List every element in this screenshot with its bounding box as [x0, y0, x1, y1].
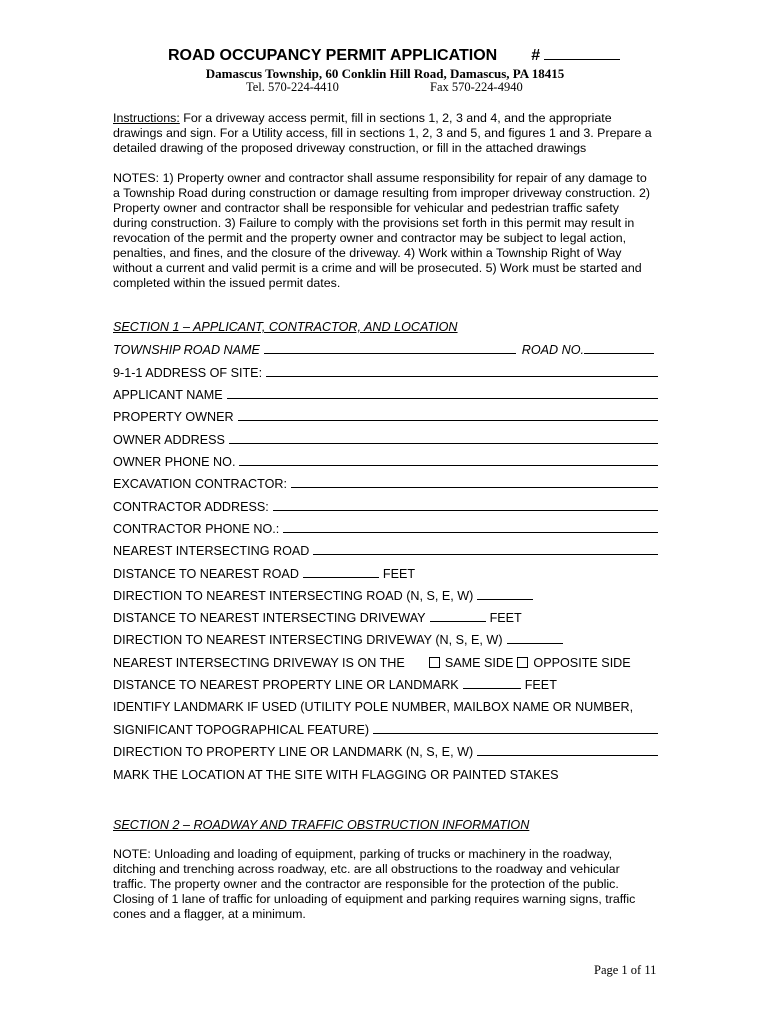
applicant-name-field[interactable]	[227, 397, 658, 399]
opposite-side-label: OPPOSITE SIDE	[533, 656, 631, 670]
nearest-intersecting-road-field[interactable]	[313, 553, 658, 555]
owner-address-field[interactable]	[229, 442, 658, 444]
distance-nearest-road-field[interactable]	[303, 576, 379, 578]
distance-property-line-field[interactable]	[463, 687, 521, 689]
direction-property-line-row	[113, 741, 658, 759]
property-owner-label: PROPERTY OWNER	[113, 410, 234, 424]
owner-address-row	[113, 429, 658, 447]
instructions	[113, 111, 653, 156]
notes: NOTES: 1) Property owner and contractor shall assume responsibility for repair of any damage to a Township Road during construction or damage resulting from improper driveway construction. 2) Property owner and contractor shall be responsible for vehicular and pedestrian traffic safety during construction. 3) Failure to comply with the provisions set forth in this permit may result in revocation of the permit and the property owner and contractor may be subject to legal action, penalties, and fines, and the closure of the driveway. 4) Work within a Township Right of Way without a current and valid permit is a crime and will be prosecuted. 5) Work must be started and completed within the issued permit dates.	[113, 171, 650, 290]
address-of-site-label: 9-1-1 ADDRESS OF SITE:	[113, 366, 263, 380]
landmark-field[interactable]	[373, 732, 658, 734]
contractor-address-row	[113, 496, 658, 514]
same-side-label: SAME SIDE	[444, 656, 514, 670]
significant-feature-row	[113, 719, 658, 737]
identify-landmark-label: IDENTIFY LANDMARK IF USED (UTILITY POLE NUMBER, MAILBOX NAME OR NUMBER,	[113, 700, 634, 714]
opposite-side-checkbox[interactable]	[517, 657, 528, 668]
direction-intersecting-road-field[interactable]	[477, 598, 533, 600]
owner-address-label: OWNER ADDRESS	[113, 433, 225, 447]
direction-intersecting-driveway-row	[113, 629, 658, 647]
owner-phone-label: OWNER PHONE NO.	[113, 455, 236, 469]
road-no-label: ROAD NO.	[521, 343, 584, 357]
address-of-site-row	[113, 362, 658, 380]
address-of-site-field[interactable]	[266, 375, 658, 377]
same-side-option[interactable]	[429, 656, 514, 670]
nearest-intersecting-road-row	[113, 540, 658, 558]
nearest-intersecting-road-label: NEAREST INTERSECTING ROAD	[113, 544, 310, 558]
applicant-name-row	[113, 384, 658, 402]
form-title-row	[168, 45, 620, 65]
instructions-label: Instructions:	[113, 111, 180, 125]
township-road-name-label: TOWNSHIP ROAD NAME	[113, 343, 260, 357]
page-number: Page 1 of 11	[594, 963, 657, 977]
distance-intersecting-driveway-field[interactable]	[430, 620, 486, 622]
direction-property-line-label: DIRECTION TO PROPERTY LINE OR LANDMARK (N, S, E, W)	[113, 745, 474, 759]
direction-intersecting-driveway-label: DIRECTION TO NEAREST INTERSECTING DRIVEWAY (N, S, E, W)	[113, 633, 503, 647]
mark-location-text: MARK THE LOCATION AT THE SITE WITH FLAGGING OR PAINTED STAKES	[113, 768, 559, 782]
section-2-heading: SECTION 2 – ROADWAY AND TRAFFIC OBSTRUCTION INFORMATION	[113, 818, 530, 832]
contractor-address-field[interactable]	[273, 509, 658, 511]
township-road-name-row	[113, 339, 658, 357]
direction-intersecting-driveway-field[interactable]	[507, 642, 563, 644]
feet-unit: FEET	[489, 611, 522, 625]
applicant-name-label: APPLICANT NAME	[113, 388, 223, 402]
identify-landmark-row	[113, 696, 658, 714]
property-owner-field[interactable]	[238, 419, 658, 421]
driveway-side-label: NEAREST INTERSECTING DRIVEWAY IS ON THE	[113, 656, 405, 670]
contractor-phone-field[interactable]	[283, 531, 658, 533]
excavation-contractor-label: EXCAVATION CONTRACTOR:	[113, 477, 287, 491]
township-address: Damascus Township, 60 Conklin Hill Road, Damascus, PA 18415	[205, 66, 565, 81]
driveway-side-row	[113, 652, 658, 670]
excavation-contractor-row	[113, 473, 658, 491]
distance-nearest-road-label: DISTANCE TO NEAREST ROAD	[113, 567, 299, 581]
contractor-phone-label: CONTRACTOR PHONE NO.:	[113, 522, 280, 536]
mark-location-row	[113, 764, 658, 782]
owner-phone-field[interactable]	[239, 464, 658, 466]
permit-number-label: #	[531, 47, 541, 64]
significant-feature-label: SIGNIFICANT TOPOGRAPHICAL FEATURE)	[113, 723, 370, 737]
property-owner-row	[113, 406, 658, 424]
distance-property-line-row	[113, 674, 658, 692]
distance-property-line-label: DISTANCE TO NEAREST PROPERTY LINE OR LANDMARK	[113, 678, 459, 692]
road-no-field[interactable]	[584, 352, 654, 354]
section-1-heading: SECTION 1 – APPLICANT, CONTRACTOR, AND LOCATION	[113, 320, 458, 334]
contractor-address-label: CONTRACTOR ADDRESS:	[113, 500, 269, 514]
contractor-phone-row	[113, 518, 658, 536]
township-road-name-field[interactable]	[264, 352, 516, 354]
owner-phone-row	[113, 451, 658, 469]
permit-number-field[interactable]	[544, 45, 620, 60]
opposite-side-option[interactable]	[517, 656, 630, 670]
feet-unit: FEET	[382, 567, 416, 581]
feet-unit: FEET	[524, 678, 557, 692]
section-2-note: NOTE: Unloading and loading of equipment, parking of trucks or machinery in the roadway, ditching and trenching across roadway, etc. are all obstructions to the roadway and vehicular traffic. The property owner and the contractor are responsible for the protection of the public. Closing of 1 lane of traffic for unloading of equipment and parking requires warning signs, traffic cones and a flagger, at a minimum.	[113, 847, 636, 921]
excavation-contractor-field[interactable]	[291, 486, 658, 488]
telephone: Tel. 570-224-4410	[246, 80, 339, 94]
distance-intersecting-driveway-label: DISTANCE TO NEAREST INTERSECTING DRIVEWAY	[113, 611, 426, 625]
distance-intersecting-driveway-row	[113, 607, 658, 625]
instructions-text: For a driveway access permit, fill in sections 1, 2, 3 and 4, and the appropriate drawings and sign. For a Utility access, fill in sections 1, 2, 3 and 5, and figures 1 and 3. Prepare a detailed drawing of the proposed driveway construction, or fill in the attached drawings	[113, 111, 652, 155]
direction-intersecting-road-label: DIRECTION TO NEAREST INTERSECTING ROAD (N, S, E, W)	[113, 589, 474, 603]
fax: Fax 570-224-4940	[430, 80, 523, 94]
distance-nearest-road-row	[113, 563, 658, 581]
direction-intersecting-road-row	[113, 585, 658, 603]
direction-property-line-field[interactable]	[477, 754, 658, 756]
same-side-checkbox[interactable]	[429, 657, 440, 668]
form-title: ROAD OCCUPANCY PERMIT APPLICATION	[168, 47, 498, 64]
